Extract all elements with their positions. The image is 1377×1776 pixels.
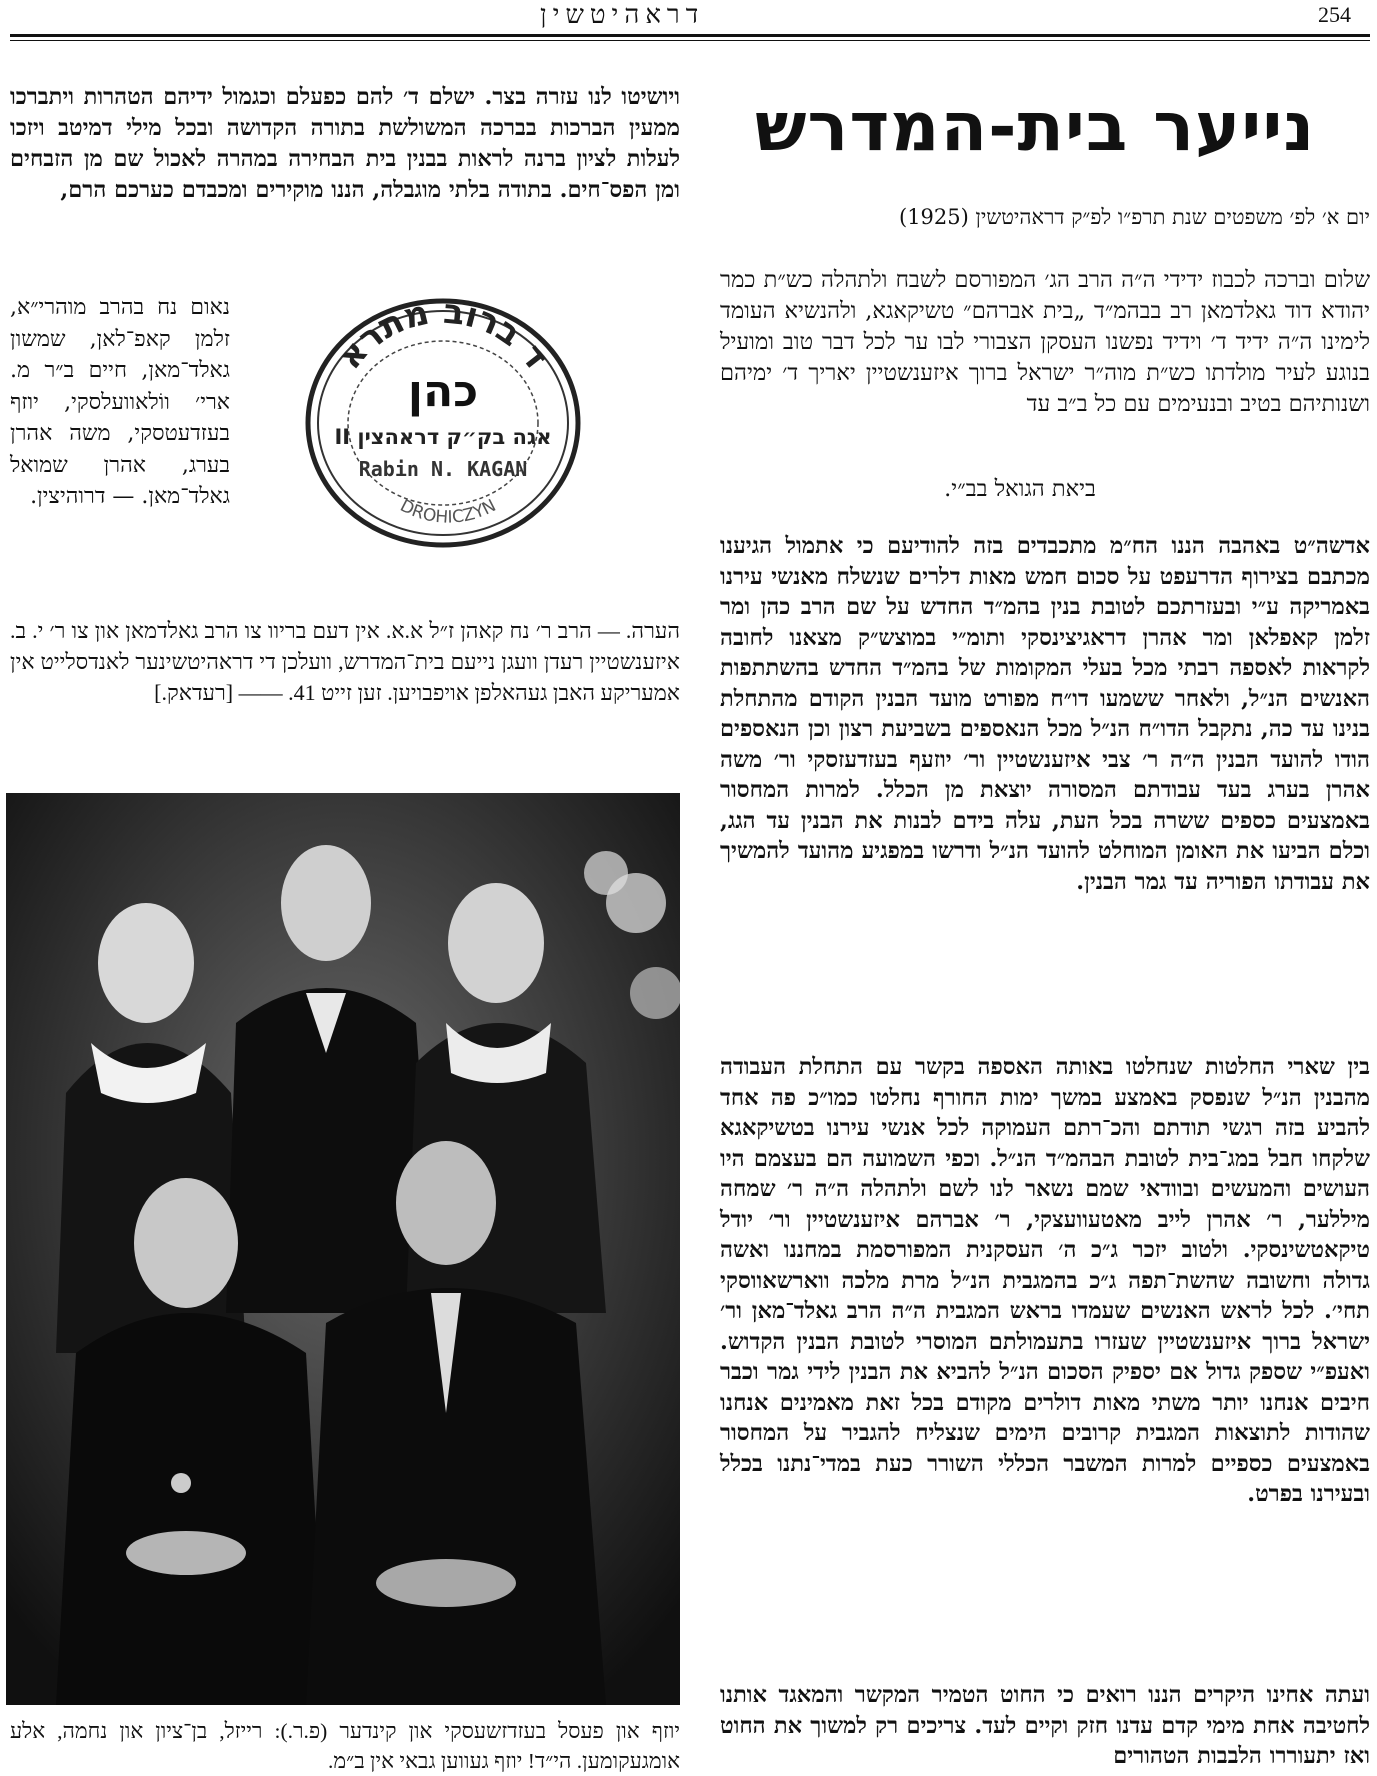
letter-paragraph-1: אדשה״ט באהבה הננו הח״מ מתכבדים בזה להודיעם כי אתמול הגיענו מכתבם בצירוף הדרעפט על סכום חמש מאות דלרים שנשלח מאנשי עירנו באמריקה ע״י ובעזרתכם לטובת בנין בהמ״ד החדש על שם הרב כהן ומר זלמן קאפלאן ומר אהרן דראגיצינסקי ותומ״י במוצש״ק מצאנו לחובה לקראות לאספה רבתי מכל בעלי המקומות של בהמ״ד החדש בהשתתפות האנשים הנ״ל, ולאחר ששמעו דו״ח מפורט מועד הבנין הקודם מהתחלת בנינו עד כה, נתקבל הדו״ח הנ״ל מכל הנאספים בשביעת רצון וכן הנאספים הודו להועד הבנין ה״ה ר׳ צבי איזענשטיין ור׳ יוזעף בעזדעזסקי ור׳ משה אהרן בערג בעד עבודתם המסורה יוצאת מן הכלל. למרות המחסור באמצעים כספים ששרה בכל העת, עלה בידם לבנות את הבנין עד הגג, וכלם הביעו את האומן המוחלט להועד הנ״ל ודרשו במפגיע מהועד להמשיך את עבודתו הפוריה עד גמר הבנין. xyxy=(720,533,1370,895)
stamp-top-arc: ד ברוב מתרא xyxy=(329,291,557,377)
photo-caption: יוזף און פעסל בעזדזשעסקי און קינדער (פ.ר.): רייזל, בן־ציון און נחמה, אלע אומגעקומען. הי״ד! יוזף געווען גבאי אין ב״מ. xyxy=(10,1719,680,1773)
stamp-center-text: כהן xyxy=(407,366,479,417)
letter-paragraph-3: ועתה אחינו היקרים הננו רואים כי החוט הטמיר המקשר והמאגד אותנו לחטיבה אחת מימי קדם עדנו חזק וקיים לעד. צריכים רק למשוך את החוט ואז יתעוררו הלבבות הטהורים xyxy=(720,1682,1370,1769)
article-title: נייער בית-המדרש xyxy=(754,88,1316,167)
letter-paragraph-2: בין שארי החלטות שנחלטו באותה האספה בקשר עם התחלת העבודה מהבנין הנ״ל שנפסק באמצע במשך ימות החורף נחלטו כמו״כ פה אחד להביע בזה רגשי תודתם והכ־רתם העמוקה לכל אנשי עירנו בטשיקאגא שלקחו חבל במג־בית לטובת הבהמ״ד הנ״ל. וכפי השמועה הם בעצמם היו העושים והמעשים ובוודאי שמם נשאר לנו לשם ולתהלה ה״ה ר׳ שמחה מיללער, ר׳ אהרן לייב מאטעוועצקי, ר׳ אברהם איזענשטיין ור׳ יודל טיקאטשינסקי. ולטוב יזכר ג״כ ה׳ העסקנית המפורסמת במחננו ואשה גדולה וחשובה שהשת־תפה ג״כ בהמגבית הנ״ל מרת מלכה ווארשאווסקי תחי׳. לכל לראש האנשים שעמדו בראש המגבית ה״ה הרב גאלד־מאן ור׳ ישראל ברוך איזענשטיין שעזרו בתעמולתם המוסרי לטובת הבנין הקדוש. ואעפ״י שספק גדול אם יספיק הסכום הנ״ל להביא את הבנין לידי גמר וכבר חיבים אנחנו יותר משתי מאות דולרים מקודם בכל זאת מאמינים אנחנו שהודות לתוצאות המגבית קרובים הימים שנצליח להגביר על המחסור באמצעים כספיים למרות המשבר הכללי השורר כעת במדי־נתנו בכלל ובעירנו בפרט. xyxy=(720,1054,1370,1507)
header-rule-thin xyxy=(10,40,1370,41)
header-rule xyxy=(10,34,1370,37)
family-photograph xyxy=(6,793,680,1705)
running-head xyxy=(0,0,1377,44)
letter-date-line: יום א׳ לפ׳ משפטים שנת תרפ״ו לפ״ק דראהיטשין (1925) xyxy=(898,205,1370,229)
svg-text:DROHICZYN xyxy=(397,496,500,528)
editor-note: הערה. — הרב ר׳ נח קאהן ז״ל א.א. אין דעם בריוו צו הרב גאלדמאן און צו ר׳ י. ב. איזענשטיין רעדן וועגן נייעם בית־המדרש, וועלכן די דראהיטשינער לאנדסלייט אין אמעריקע האבן געהאלפן אויפבויען. זען זייט 41. —— [רעדאק.] xyxy=(10,618,680,705)
page-number: 254 xyxy=(1318,2,1351,27)
letter-greeting: שלום וברכה לכבוז ידידי ה״ה הרב הג׳ המפורסם לשבח ולתהלה כש״ת כמר יהודא דוד גאלדמאן רב בבהמ״ד „בית אברהם״ טשיקאגא, ולהנשיא העומד לימינו ה״ה ידיד ד׳ וידיד נפשנו העסקן הצבורי לבו ער לכל דבר טוב ומועיל בנוגע לעיר מולדתו כש״ת מוה״ר ישראל ברוך איזענשטיין יאריך ד׳ ימיהם ושנותיהם בטיב ובנעימים עם כל ב״ב עד xyxy=(720,267,1370,417)
letter-closing: ויושיטו לנו עזרה בצר. ישלם ד׳ להם כפעלם וכגמול ידיהם הטהרות ויתברכו ממעין הברכות בברכה המשולשת בתורה הקדושה ובכל מילי דמיטב ויזכו לעלות לציון ברנה לראות בבנין בית הבחירה במהרה לאכול שם מן הזבחים ומן הפס־חים. בתודה בלתי מוגבלה, הננו מוקירים ומכבדם כערכם הרם, xyxy=(10,84,680,203)
stamp-line-2: אגה בק״ק דראהצין II xyxy=(334,425,552,449)
stamp-latin: Rabin N. KAGAN xyxy=(358,457,528,481)
svg-text:ד ברוב מתרא xyxy=(330,292,556,377)
running-title: דראהיטשין xyxy=(540,0,705,30)
rabbi-stamp xyxy=(298,288,588,548)
letter-greeting-end: ביאת הגואל בב״י. xyxy=(944,476,1096,502)
stamp-bottom-arc: DROHICZYN xyxy=(396,495,500,528)
signatures: נאום נח בהרב מוהרי״א, זלמן קאפ־לאן, שמשון גאלד־מאן, חיים ב״ר מ. ארי׳ ווֹלאוועלסקי, יוזף בעזדעטסקי, משה אהרן בערג, אהרן שמואל גאלד־מאן. — דרוהיצין. xyxy=(10,295,230,509)
